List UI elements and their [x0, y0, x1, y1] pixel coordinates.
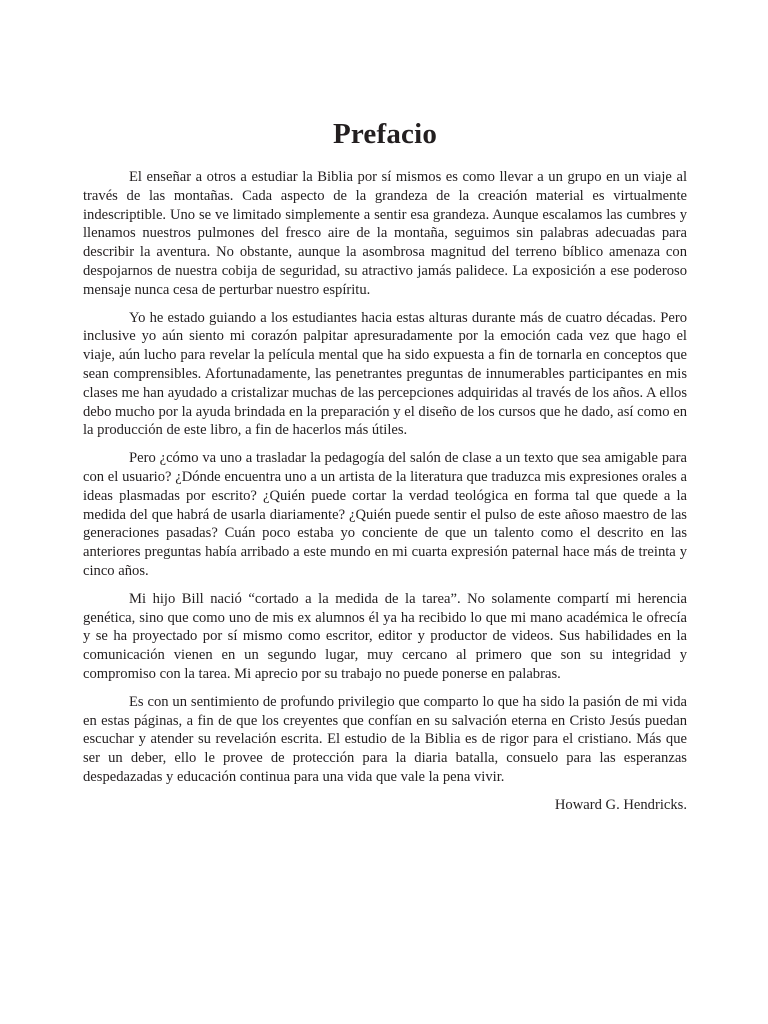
paragraph-1: El enseñar a otros a estudiar la Biblia por sí mismos es como llevar a un grupo en un viaje al través de las montañas. Cada aspecto de la grandeza de la creación material es virtualmente indescriptible. Uno se ve limitado simplemente a sentir esa grandeza. Aunque escalamos las cumbres y llenamos nuestros pulmones del fresco aire de la montaña, seguimos sin palabras adecuadas para describir la aventura. No obstante, aunque la asombrosa magnitud del terreno bíblico amenaza con despojarnos de nuestra cobija de seguridad, su atractivo jamás palidece. La exposición a ese poderoso mensaje nunca cesa de perturbar nuestro espíritu. [83, 169, 687, 298]
preface-body [83, 168, 687, 815]
paragraph-3: Pero ¿cómo va uno a trasladar la pedagogía del salón de clase a un texto que sea amigable para con el usuario? ¿Dónde encuentra uno a un artista de la literatura que traduzca mis expresiones orales a ideas plasmadas por escrito? ¿Quién puede cortar la verdad teológica en forma tal que quede a la medida del que habrá de usarla diariamente? ¿Quién puede sentir el pulso de este añoso maestro de las generaciones pasadas? Cuán poco estaba yo conciente de que un talento como el descrito en las anteriores preguntas había arribado a este mundo en mi cuarta expresión paternal hace más de treinta y cinco años. [83, 450, 687, 579]
paragraph-2: Yo he estado guiando a los estudiantes hacia estas alturas durante más de cuatro décadas. Pero inclusive yo aún siento mi corazón palpitar apresuradamente por la emoción cada vez que hago el viaje, aún lucho para revelar la película mental que ha sido expuesta a fin de tornarla en conceptos que sean comprensibles. Afortunadamente, las penetrantes preguntas de innumerables participantes en mis clases me han ayudado a cristalizar muchas de las percepciones adquiridas al través de los años. A ellos debo mucho por la ayuda brindada en la preparación y el diseño de los cursos que he dado, así como en la producción de este libro, a fin de hacerlos más útiles. [83, 309, 687, 439]
paragraph-5: Es con un sentimiento de profundo privilegio que comparto lo que ha sido la pasión de mi vida en estas páginas, a fin de que los creyentes que confían en su salvación eterna en Cristo Jesús puedan escuchar y atender su revelación escrita. El estudio de la Biblia es de rigor para el cristiano. Más que ser un deber, ello le provee de protección para la diaria batalla, consuelo para las esperanzas despedazadas y educación continua para una vida que vale la pena vivir. [83, 693, 687, 785]
page-title: Prefacio [332, 118, 438, 150]
paragraph-4: Mi hijo Bill nació “cortado a la medida de la tarea”. No solamente compartí mi herencia genética, sino que como uno de mis ex alumnos él ya ha recibido lo que mi mano académica le ofrecía y se ha proyectado por sí mismo como escritor, editor y productor de videos. Sus habilidades en la comunicación vienen en un segundo lugar, muy cercano al primero que son su integridad y compromiso con la tarea. Mi aprecio por su trabajo no puede ponerse en palabras. [83, 590, 687, 682]
author-signature: Howard G. Hendricks. [554, 796, 687, 813]
